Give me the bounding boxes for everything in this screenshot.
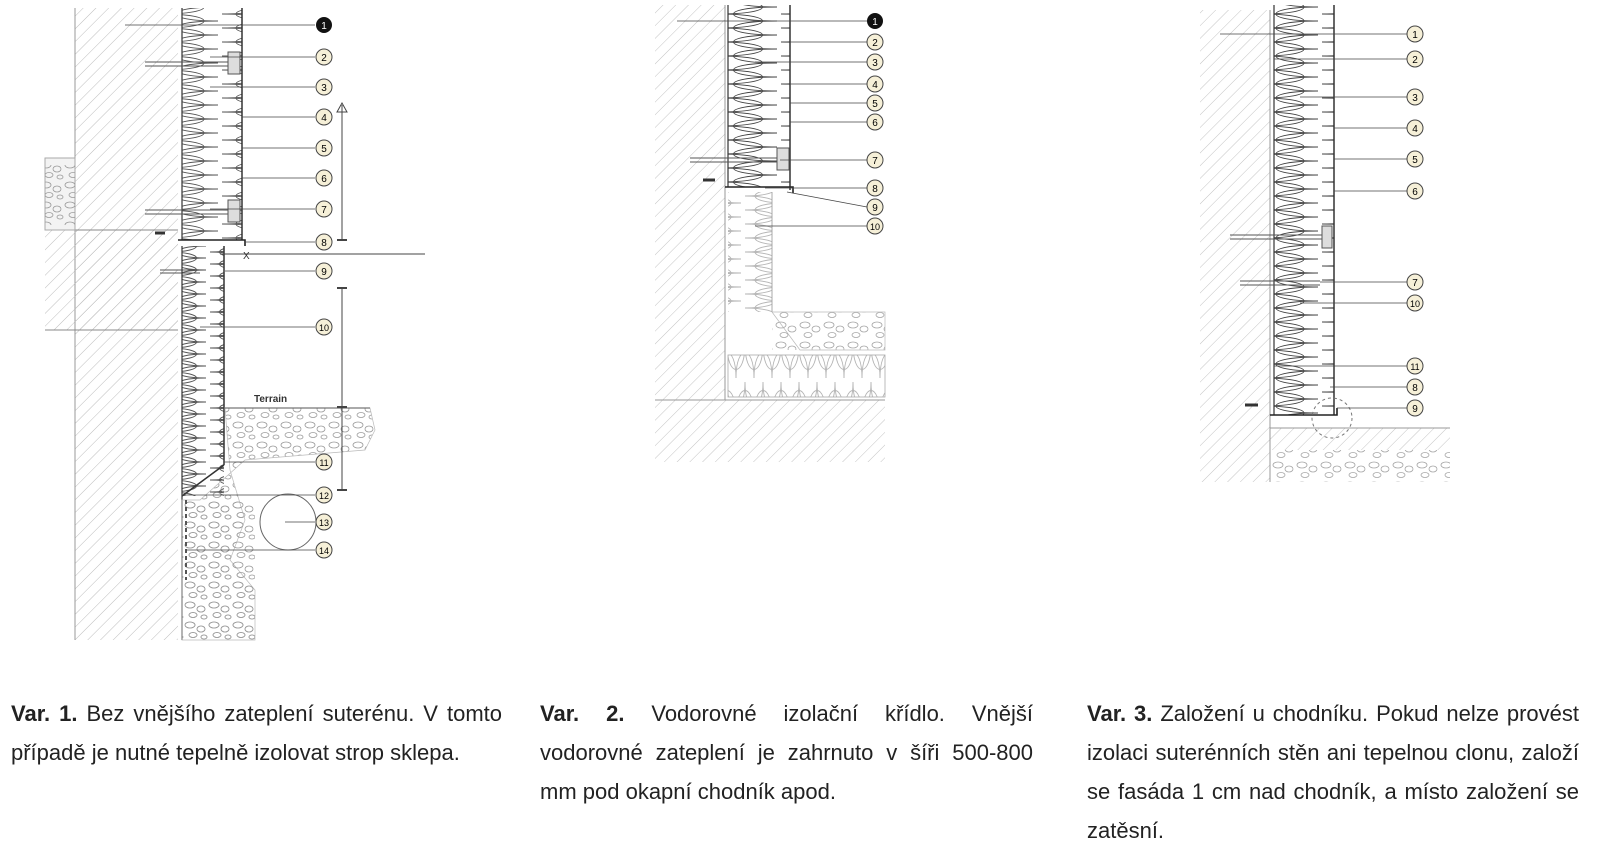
callout-10-label: 10 [318, 323, 330, 333]
callout-8 [1407, 379, 1423, 395]
callout-10 [316, 319, 332, 335]
callout-markers [867, 13, 883, 234]
callout-10-label: 10 [1409, 299, 1421, 309]
callout-6 [867, 114, 883, 130]
callout-3 [316, 79, 332, 95]
callout-2 [1407, 51, 1423, 67]
callout-7-label: 7 [321, 205, 327, 216]
caption-variant-3-label: Var. 3. [1087, 701, 1153, 726]
callout-4 [1407, 120, 1423, 136]
callout-3 [1407, 89, 1423, 105]
terrain-label: Terrain [254, 394, 288, 405]
callout-12 [316, 487, 332, 503]
caption-variant-2-text: Vodorovné izolační křídlo. Vnější vodorovné zateplení je zahrnuto v šíři 500-800 mm pod okapní chodník apod. [540, 701, 1033, 804]
callout-6 [316, 170, 332, 186]
callout-11-label: 11 [1410, 362, 1420, 372]
callout-2-label: 2 [321, 53, 327, 64]
callout-9 [1407, 400, 1423, 416]
caption-variant-1 [11, 694, 502, 772]
callout-6-label: 6 [1412, 187, 1418, 198]
callout-5-label: 5 [321, 144, 327, 155]
callout-4-label: 4 [321, 113, 327, 124]
callout-6-label: 6 [872, 118, 878, 129]
callout-5 [867, 95, 883, 111]
callout-4 [316, 109, 332, 125]
callout-9 [867, 199, 883, 215]
caption-variant-3 [1087, 694, 1579, 850]
callout-8 [316, 234, 332, 250]
callout-7 [316, 201, 332, 217]
callout-8-label: 8 [1412, 383, 1418, 394]
caption-variant-2-label: Var. 2. [540, 701, 625, 726]
callout-8-label: 8 [321, 238, 327, 249]
detail-variant-3 [1200, 0, 1490, 500]
callout-markers [316, 17, 332, 558]
callout-5 [1407, 151, 1423, 167]
callout-3-label: 3 [872, 58, 878, 69]
detail-variant-2 [655, 0, 915, 480]
callout-3 [867, 54, 883, 70]
callout-7-label: 7 [1412, 278, 1418, 289]
callout-2-label: 2 [872, 38, 878, 49]
callout-9-label: 9 [1412, 404, 1418, 415]
callout-2 [316, 49, 332, 65]
callout-1 [1407, 26, 1423, 42]
callout-1 [316, 17, 332, 33]
caption-variant-1-text: Bez vnějšího zateplení suterénu. V tomto případě je nutné tepelně izolovat strop sklepa. [11, 701, 502, 765]
callout-1-label: 1 [872, 17, 878, 28]
callout-11 [316, 454, 332, 470]
callout-1 [867, 13, 883, 29]
callout-10 [1407, 295, 1423, 311]
caption-variant-2 [540, 694, 1033, 811]
callout-3-label: 3 [1412, 93, 1418, 104]
callout-9-label: 9 [321, 267, 327, 278]
callout-4-label: 4 [1412, 124, 1418, 135]
caption-variant-3-text: Založení u chodníku. Pokud nelze provést izolaci suterénních stěn ani tepelnou clonu, založí se fasáda 1 cm nad chodník, a místo založení se zatěsní. [1087, 701, 1579, 843]
callout-14 [316, 542, 332, 558]
gap-label: X [243, 251, 250, 262]
caption-variant-1-label: Var. 1. [11, 701, 78, 726]
callout-7-label: 7 [872, 156, 878, 167]
callout-7 [1407, 274, 1423, 290]
callout-9 [316, 263, 332, 279]
callout-4 [867, 76, 883, 92]
callout-2 [867, 34, 883, 50]
callout-3-label: 3 [321, 83, 327, 94]
callout-10-label: 10 [869, 222, 881, 232]
callout-2-label: 2 [1412, 55, 1418, 66]
callout-6-label: 6 [321, 174, 327, 185]
callout-10 [867, 218, 883, 234]
callout-13-label: 13 [318, 518, 330, 528]
callout-12-label: 12 [318, 491, 330, 501]
callout-1-label: 1 [1412, 30, 1418, 41]
callout-6 [1407, 183, 1423, 199]
callout-11-label: 11 [319, 458, 329, 468]
callout-14-label: 14 [318, 546, 330, 556]
callout-4-label: 4 [872, 80, 878, 91]
callout-9-label: 9 [872, 203, 878, 214]
callout-7 [867, 152, 883, 168]
callout-5-label: 5 [872, 99, 878, 110]
detail-variant-1 [40, 0, 460, 665]
callout-1-label: 1 [321, 21, 327, 32]
callout-13 [316, 514, 332, 530]
callout-8 [867, 180, 883, 196]
callout-5-label: 5 [1412, 155, 1418, 166]
callout-11 [1407, 358, 1423, 374]
callout-markers [1407, 26, 1423, 416]
callout-8-label: 8 [872, 184, 878, 195]
callout-5 [316, 140, 332, 156]
